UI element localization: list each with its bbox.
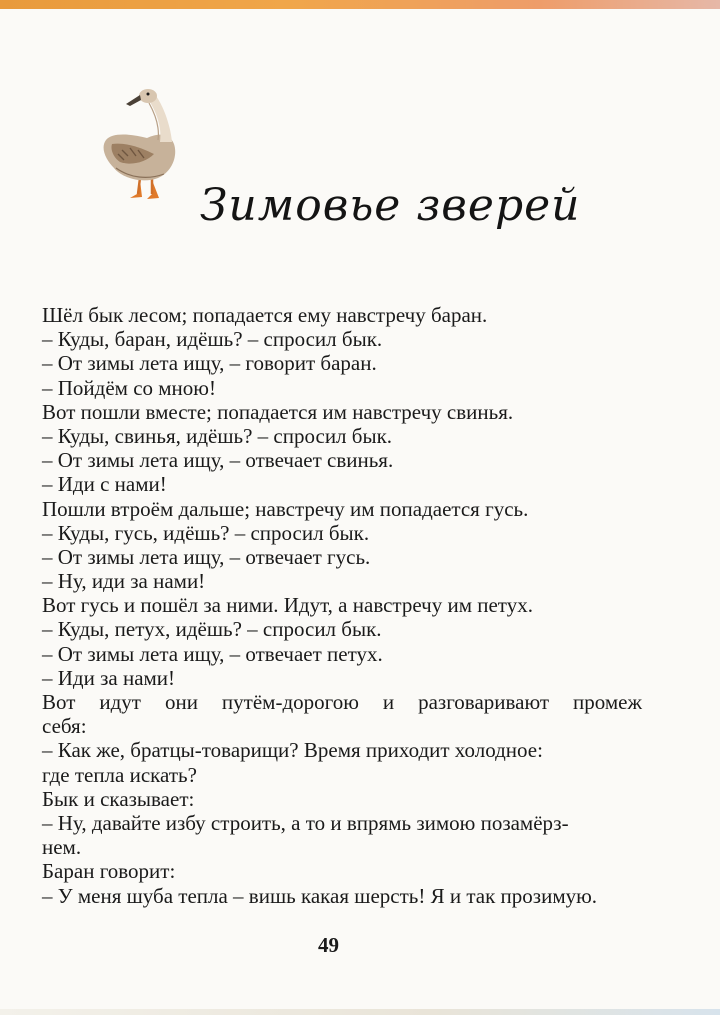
text-line: – Как же, братцы-товарищи? Время приходит холодное: <box>42 738 543 763</box>
text-line: – От зимы лета ищу, – отвечает петух. <box>42 641 383 666</box>
text-line: Баран говорит: <box>42 859 176 884</box>
text-line: Вот пошли вместе; попадается им навстречу свинья. <box>42 399 514 424</box>
text-line: – Ну, иди за нами! <box>42 569 206 594</box>
text-line: – Куды, петух, идёшь? – спросил бык. <box>42 617 382 642</box>
text-line: где тепла искать? <box>42 762 197 787</box>
text-line: Шёл бык лесом; попадается ему навстречу баран. <box>42 303 488 327</box>
page-number: 49 <box>318 933 339 957</box>
text-line: – От зимы лета ищу, – отвечает гусь. <box>42 544 371 569</box>
text-line: – Иди за нами! <box>42 665 176 690</box>
text-line: себя: <box>42 714 87 739</box>
text-line: – От зимы лета ищу, – отвечает свинья. <box>42 448 394 473</box>
text-line: Пошли втроём дальше; навстречу им попадается гусь. <box>42 496 529 521</box>
text-line: – Иди с нами! <box>42 472 167 497</box>
text-line: – От зимы лета ищу, – говорит баран. <box>42 351 377 376</box>
text-line: – Пойдём со мною! <box>42 375 216 400</box>
top-decorative-band <box>0 0 720 9</box>
goose-icon <box>92 82 202 207</box>
story-text <box>42 303 642 908</box>
text-line: Вот идут они путём-дорогою и разговаривают промеж <box>42 690 642 714</box>
page-title: Зимовье зверей <box>200 180 581 231</box>
text-line: – Куды, свинья, идёшь? – спросил бык. <box>42 423 393 448</box>
text-line: Вот гусь и пошёл за ними. Идут, а навстречу им петух. <box>42 593 533 618</box>
text-line: – Ну, давайте избу строить, а то и впрямь зимою позамёрз- <box>42 810 569 835</box>
text-line: нем. <box>42 835 82 860</box>
text-line: – Куды, баран, идёшь? – спросил бык. <box>42 327 383 352</box>
text-line: – У меня шуба тепла – вишь какая шерсть! Я и так прозимую. <box>42 883 598 908</box>
bottom-decorative-band <box>0 1009 720 1015</box>
text-line: Бык и сказывает: <box>42 786 195 811</box>
text-line: – Куды, гусь, идёшь? – спросил бык. <box>42 520 370 545</box>
